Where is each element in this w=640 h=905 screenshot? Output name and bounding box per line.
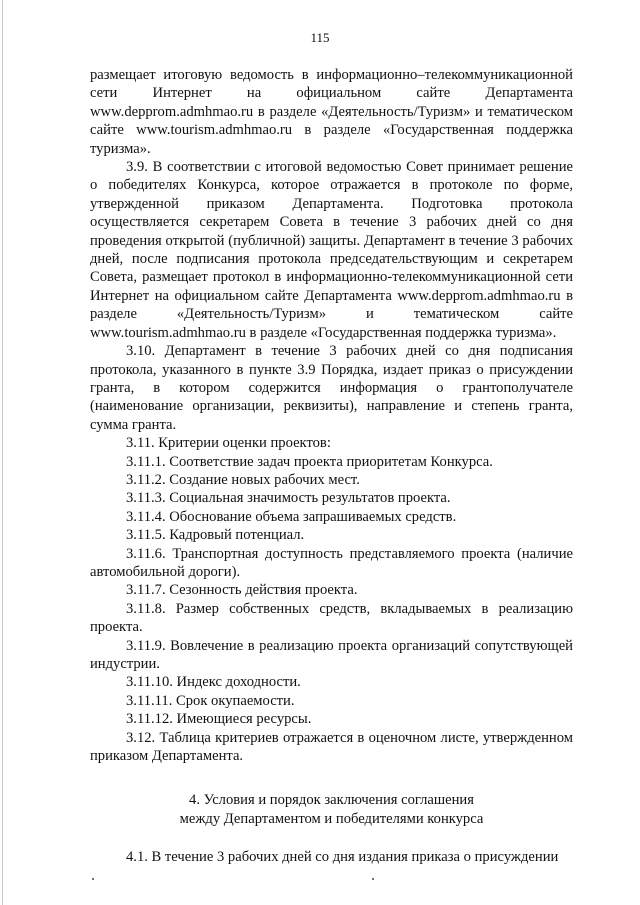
list-item-3-11-4: 3.11.4. Обоснование объема запрашиваемых средств. xyxy=(126,508,457,525)
list-item-3-11-9: 3.11.9. Вовлечение в реализацию проекта организаций сопутствующей индустрии. xyxy=(90,637,573,672)
document-body xyxy=(90,66,573,867)
page-number: 115 xyxy=(310,30,330,45)
list-item-3-11-1: 3.11.1. Соответствие задач проекта приоритетам Конкурса. xyxy=(126,453,493,470)
paragraph-3-12: 3.12. Таблица критериев отражается в оценочном листе, утвержденном приказом Департамента. xyxy=(90,729,573,765)
paragraph-3-11: 3.11. Критерии оценки проектов: xyxy=(126,435,331,452)
list-item-3-11-12: 3.11.12. Имеющиеся ресурсы. xyxy=(126,711,312,728)
list-item-3-11-5: 3.11.5. Кадровый потенциал. xyxy=(126,527,305,544)
list-item-3-11-8: 3.11.8. Размер собственных средств, вкладываемых в реализацию проекта. xyxy=(90,600,573,636)
paragraph-3-10: 3.10. Департамент в течение 3 рабочих дней со дня подписания протокола, указанного в пункте 3.9 Порядка, издает приказ о присуждении гранта, в котором содержится информация о грантополучателе (наименование организации, реквизиты), направление и степень гранта, сумма гранта. xyxy=(90,343,573,433)
scan-speck xyxy=(372,878,374,880)
paragraph: размещает итоговую ведомость в информационно–телекоммуникационной сети Интернет на официальном сайте Департамента www.depprom.admhmao.ru в разделе «Деятельность/Туризм» и тематическом сайте www.tourism.admhmao.ru в разделе «Государственная поддержка туризма». xyxy=(90,67,573,157)
list-item-3-11-6: 3.11.6. Транспортная доступность представляемого проекта (наличие автомобильной дороги). xyxy=(90,545,573,580)
scan-speck xyxy=(92,878,94,880)
list-item-3-11-3: 3.11.3. Социальная значимость результатов проекта. xyxy=(126,490,451,507)
paragraph-4-1: 4.1. В течение 3 рабочих дней со дня издания приказа о присуждении xyxy=(126,849,559,866)
list-item-3-11-10: 3.11.10. Индекс доходности. xyxy=(126,674,301,691)
list-item-3-11-2: 3.11.2. Создание новых рабочих мест. xyxy=(126,471,360,488)
list-item-3-11-7: 3.11.7. Сезонность действия проекта. xyxy=(126,582,358,599)
paragraph-3-9: 3.9. В соответствии с итоговой ведомостью Совет принимает решение о победителях Конкурса, которое отражается в протоколе по форме, утвержденной приказом Департамента. Подготовка протокола осуществляется секретарем Совета в течение 3 рабочих дней со дня проведения открытой (публичной) защиты. Департамент в течение 3 рабочих дней, после подписания протокола председательствующим и секретарем Совета, размещает протокол в информационно-телекоммуникационной сети Интернет на официальном сайте Департамента www.depprom.admhmao.ru в разделе «Деятельность/Туризм» и тематическом сайте www.tourism.admhmao.ru в разделе «Государственная поддержка туризма». xyxy=(90,159,573,341)
list-item-3-11-11: 3.11.11. Срок окупаемости. xyxy=(126,692,295,709)
scan-edge xyxy=(2,0,3,905)
section-heading-line-1: 4. Условия и порядок заключения соглашения xyxy=(189,792,474,809)
section-heading xyxy=(90,791,573,828)
section-heading-line-2: между Департаментом и победителями конкурса xyxy=(179,810,484,827)
